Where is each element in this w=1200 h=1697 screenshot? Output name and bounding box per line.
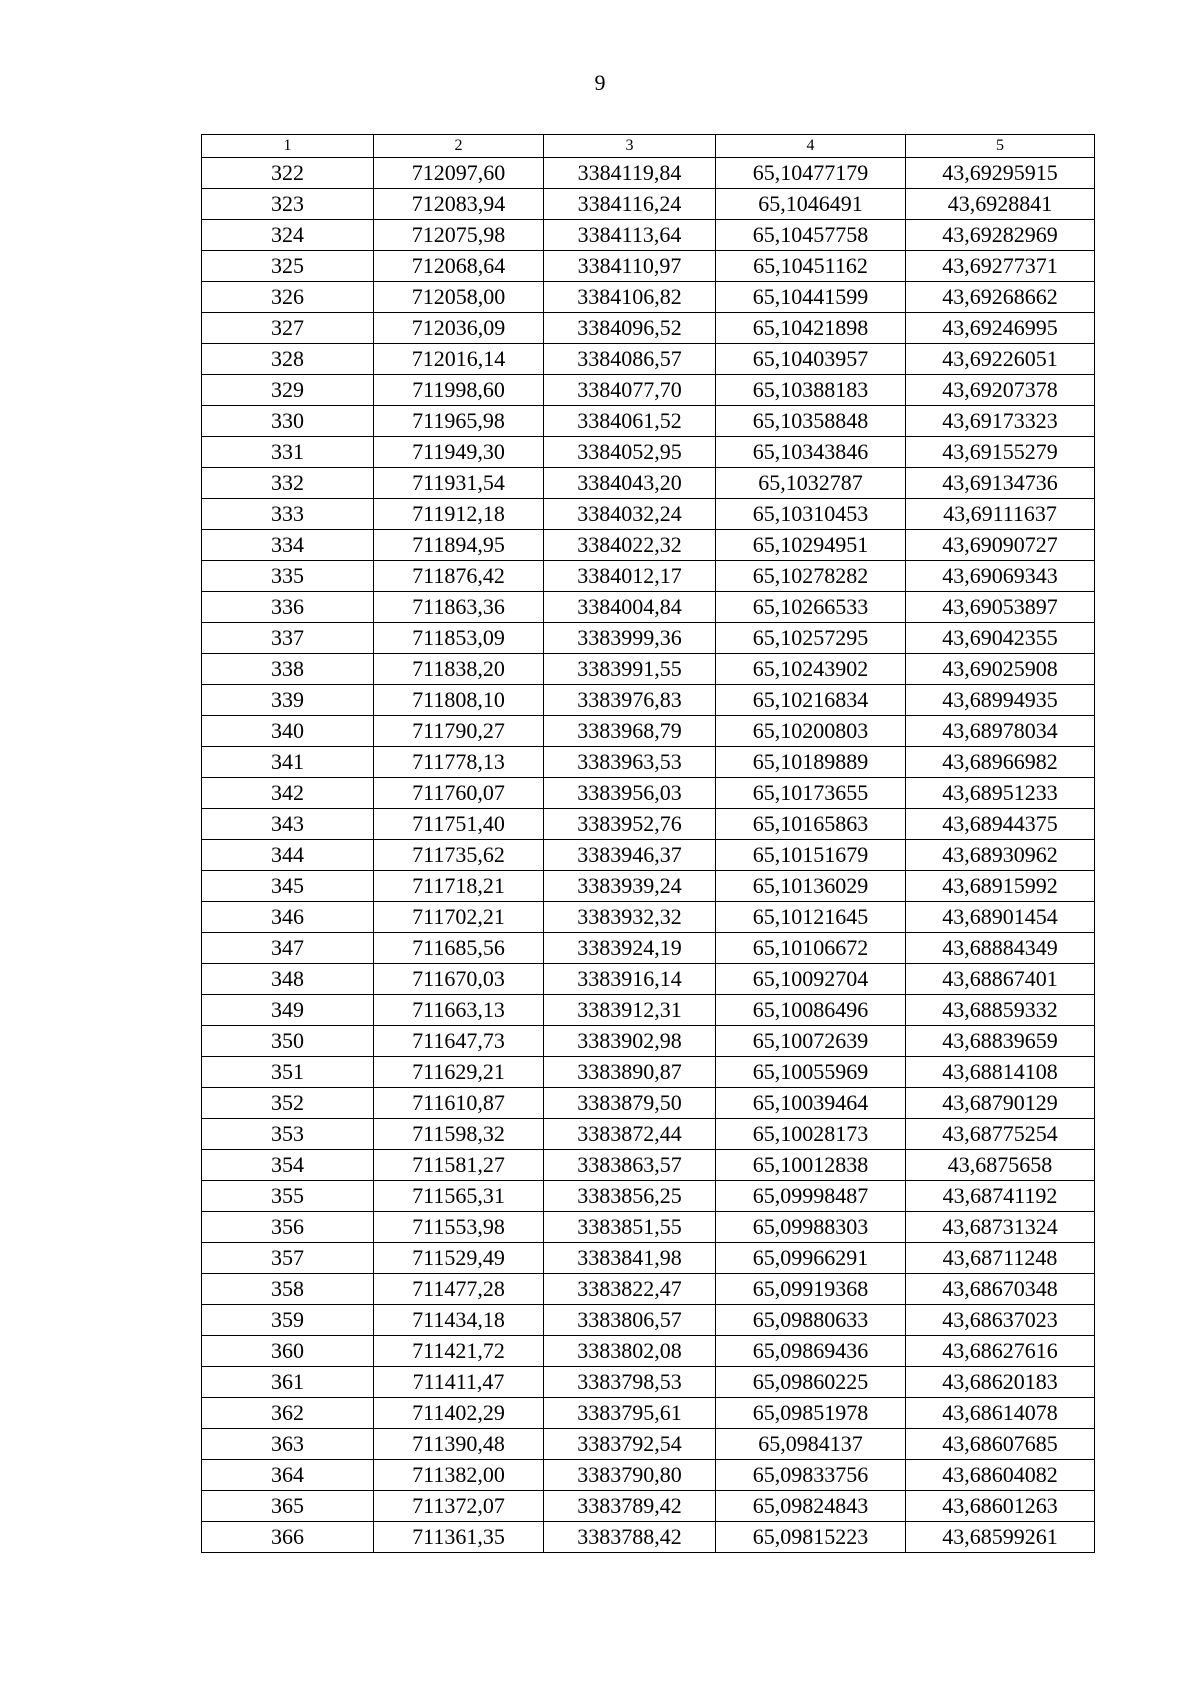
table-cell-col-5: 43,6875658 <box>906 1150 1095 1181</box>
table-cell-col-5: 43,69134736 <box>906 468 1095 499</box>
table-cell-col-3: 3384004,84 <box>544 592 716 623</box>
table-row <box>202 189 1095 220</box>
table-cell-col-1: 363 <box>202 1429 374 1460</box>
table-cell-col-3: 3383795,61 <box>544 1398 716 1429</box>
table-cell-col-5: 43,68930962 <box>906 840 1095 871</box>
table-cell-col-4: 65,09860225 <box>716 1367 906 1398</box>
table-cell-col-2: 711751,40 <box>374 809 544 840</box>
table-cell-col-2: 712097,60 <box>374 158 544 189</box>
table-cell-col-5: 43,68994935 <box>906 685 1095 716</box>
table-cell-col-1: 337 <box>202 623 374 654</box>
table-cell-col-5: 43,69042355 <box>906 623 1095 654</box>
table-cell-col-1: 345 <box>202 871 374 902</box>
table-cell-col-1: 336 <box>202 592 374 623</box>
table-cell-col-1: 325 <box>202 251 374 282</box>
table-cell-col-4: 65,10072639 <box>716 1026 906 1057</box>
table-cell-col-2: 711718,21 <box>374 871 544 902</box>
table-cell-col-1: 355 <box>202 1181 374 1212</box>
table-cell-col-5: 43,69173323 <box>906 406 1095 437</box>
table-cell-col-1: 339 <box>202 685 374 716</box>
table-row <box>202 313 1095 344</box>
table-cell-col-3: 3383939,24 <box>544 871 716 902</box>
table-cell-col-4: 65,10039464 <box>716 1088 906 1119</box>
table-cell-col-5: 43,68775254 <box>906 1119 1095 1150</box>
table-cell-col-3: 3384113,64 <box>544 220 716 251</box>
table-cell-col-3: 3383999,36 <box>544 623 716 654</box>
table-cell-col-4: 65,10343846 <box>716 437 906 468</box>
table-cell-col-2: 711402,29 <box>374 1398 544 1429</box>
table-cell-col-2: 711735,62 <box>374 840 544 871</box>
table-row <box>202 406 1095 437</box>
table-cell-col-5: 43,69053897 <box>906 592 1095 623</box>
table-row <box>202 1522 1095 1553</box>
table-cell-col-2: 712058,00 <box>374 282 544 313</box>
table-row <box>202 530 1095 561</box>
table-cell-col-3: 3383968,79 <box>544 716 716 747</box>
table-cell-col-4: 65,10092704 <box>716 964 906 995</box>
table-row <box>202 685 1095 716</box>
table-cell-col-3: 3384110,97 <box>544 251 716 282</box>
table-cell-col-1: 343 <box>202 809 374 840</box>
table-cell-col-1: 356 <box>202 1212 374 1243</box>
table-cell-col-2: 711629,21 <box>374 1057 544 1088</box>
table-cell-col-5: 43,68599261 <box>906 1522 1095 1553</box>
table-cell-col-3: 3383879,50 <box>544 1088 716 1119</box>
table-cell-col-4: 65,0984137 <box>716 1429 906 1460</box>
table-cell-col-4: 65,10086496 <box>716 995 906 1026</box>
table-row <box>202 654 1095 685</box>
coordinates-table <box>201 134 1095 1553</box>
table-cell-col-3: 3383912,31 <box>544 995 716 1026</box>
table-cell-col-2: 712016,14 <box>374 344 544 375</box>
column-header-2: 2 <box>374 135 544 158</box>
table-cell-col-4: 65,1032787 <box>716 468 906 499</box>
table-cell-col-4: 65,10106672 <box>716 933 906 964</box>
table-cell-col-5: 43,69155279 <box>906 437 1095 468</box>
table-cell-col-4: 65,09966291 <box>716 1243 906 1274</box>
table-cell-col-5: 43,69226051 <box>906 344 1095 375</box>
table-cell-col-1: 359 <box>202 1305 374 1336</box>
table-cell-col-5: 43,68711248 <box>906 1243 1095 1274</box>
table-cell-col-2: 711931,54 <box>374 468 544 499</box>
table-cell-col-1: 348 <box>202 964 374 995</box>
table-cell-col-2: 711390,48 <box>374 1429 544 1460</box>
table-row <box>202 1460 1095 1491</box>
table-cell-col-5: 43,68601263 <box>906 1491 1095 1522</box>
table-row <box>202 809 1095 840</box>
table-cell-col-5: 43,69246995 <box>906 313 1095 344</box>
table-cell-col-5: 43,68741192 <box>906 1181 1095 1212</box>
table-cell-col-3: 3384022,32 <box>544 530 716 561</box>
table-cell-col-5: 43,69282969 <box>906 220 1095 251</box>
table-cell-col-5: 43,68867401 <box>906 964 1095 995</box>
table-cell-col-5: 43,68790129 <box>906 1088 1095 1119</box>
table-cell-col-3: 3384032,24 <box>544 499 716 530</box>
table-cell-col-2: 712036,09 <box>374 313 544 344</box>
table-cell-col-1: 358 <box>202 1274 374 1305</box>
table-row <box>202 499 1095 530</box>
table-cell-col-1: 323 <box>202 189 374 220</box>
table-cell-col-5: 43,69111637 <box>906 499 1095 530</box>
table-row <box>202 220 1095 251</box>
table-cell-col-2: 711421,72 <box>374 1336 544 1367</box>
table-cell-col-5: 43,68944375 <box>906 809 1095 840</box>
table-cell-col-3: 3383792,54 <box>544 1429 716 1460</box>
table-row <box>202 1088 1095 1119</box>
table-row <box>202 251 1095 282</box>
table-cell-col-2: 711876,42 <box>374 561 544 592</box>
table-cell-col-1: 324 <box>202 220 374 251</box>
table-cell-col-3: 3384077,70 <box>544 375 716 406</box>
table-cell-col-3: 3384119,84 <box>544 158 716 189</box>
table-cell-col-1: 354 <box>202 1150 374 1181</box>
table-cell-col-1: 328 <box>202 344 374 375</box>
table-cell-col-4: 65,10165863 <box>716 809 906 840</box>
table-row <box>202 158 1095 189</box>
table-cell-col-3: 3383856,25 <box>544 1181 716 1212</box>
table-cell-col-5: 43,69025908 <box>906 654 1095 685</box>
table-cell-col-3: 3383952,76 <box>544 809 716 840</box>
table-cell-col-2: 711998,60 <box>374 375 544 406</box>
table-row <box>202 1057 1095 1088</box>
table-cell-col-5: 43,68839659 <box>906 1026 1095 1057</box>
table-cell-col-3: 3383788,42 <box>544 1522 716 1553</box>
table-cell-col-4: 65,10457758 <box>716 220 906 251</box>
table-cell-col-3: 3383991,55 <box>544 654 716 685</box>
table-cell-col-3: 3384052,95 <box>544 437 716 468</box>
table-cell-col-1: 330 <box>202 406 374 437</box>
table-cell-col-5: 43,68951233 <box>906 778 1095 809</box>
table-row <box>202 1181 1095 1212</box>
table-cell-col-1: 351 <box>202 1057 374 1088</box>
table-cell-col-2: 711382,00 <box>374 1460 544 1491</box>
table-cell-col-4: 65,1046491 <box>716 189 906 220</box>
table-row <box>202 964 1095 995</box>
table-cell-col-3: 3383946,37 <box>544 840 716 871</box>
table-cell-col-2: 712075,98 <box>374 220 544 251</box>
table-row <box>202 747 1095 778</box>
table-row <box>202 1026 1095 1057</box>
table-cell-col-5: 43,68901454 <box>906 902 1095 933</box>
table-cell-col-4: 65,10189889 <box>716 747 906 778</box>
table-cell-col-1: 349 <box>202 995 374 1026</box>
table-row <box>202 592 1095 623</box>
table-cell-col-1: 333 <box>202 499 374 530</box>
table-cell-col-4: 65,09869436 <box>716 1336 906 1367</box>
table-cell-col-2: 711477,28 <box>374 1274 544 1305</box>
table-row <box>202 871 1095 902</box>
table-cell-col-4: 65,10136029 <box>716 871 906 902</box>
header-row <box>202 135 1095 158</box>
table-cell-col-1: 326 <box>202 282 374 313</box>
table-cell-col-5: 43,68814108 <box>906 1057 1095 1088</box>
table-cell-col-3: 3383789,42 <box>544 1491 716 1522</box>
table-row <box>202 1150 1095 1181</box>
table-cell-col-4: 65,09919368 <box>716 1274 906 1305</box>
table-cell-col-4: 65,10216834 <box>716 685 906 716</box>
table-cell-col-1: 361 <box>202 1367 374 1398</box>
table-row <box>202 437 1095 468</box>
table-cell-col-5: 43,68978034 <box>906 716 1095 747</box>
table-cell-col-2: 711372,07 <box>374 1491 544 1522</box>
column-header-5: 5 <box>906 135 1095 158</box>
table-cell-col-3: 3383976,83 <box>544 685 716 716</box>
table-row <box>202 902 1095 933</box>
table-cell-col-2: 711553,98 <box>374 1212 544 1243</box>
table-cell-col-2: 712068,64 <box>374 251 544 282</box>
column-header-3: 3 <box>544 135 716 158</box>
table-row <box>202 1336 1095 1367</box>
table-cell-col-1: 366 <box>202 1522 374 1553</box>
table-cell-col-4: 65,10358848 <box>716 406 906 437</box>
table-cell-col-5: 43,68614078 <box>906 1398 1095 1429</box>
table-cell-col-5: 43,69295915 <box>906 158 1095 189</box>
table-cell-col-1: 344 <box>202 840 374 871</box>
table-cell-col-4: 65,09833756 <box>716 1460 906 1491</box>
table-cell-col-1: 332 <box>202 468 374 499</box>
table-cell-col-1: 353 <box>202 1119 374 1150</box>
table-cell-col-2: 712083,94 <box>374 189 544 220</box>
table-cell-col-3: 3383932,32 <box>544 902 716 933</box>
table-cell-col-2: 711760,07 <box>374 778 544 809</box>
table-cell-col-4: 65,10055969 <box>716 1057 906 1088</box>
table-cell-col-4: 65,09851978 <box>716 1398 906 1429</box>
table-cell-col-1: 347 <box>202 933 374 964</box>
table-cell-col-5: 43,68627616 <box>906 1336 1095 1367</box>
table-cell-col-5: 43,68966982 <box>906 747 1095 778</box>
table-cell-col-5: 43,69277371 <box>906 251 1095 282</box>
table-row <box>202 1367 1095 1398</box>
table-cell-col-4: 65,10173655 <box>716 778 906 809</box>
table-cell-col-3: 3383924,19 <box>544 933 716 964</box>
table-cell-col-3: 3384106,82 <box>544 282 716 313</box>
table-cell-col-4: 65,10294951 <box>716 530 906 561</box>
table-cell-col-2: 711411,47 <box>374 1367 544 1398</box>
table-cell-col-2: 711663,13 <box>374 995 544 1026</box>
table-cell-col-2: 711778,13 <box>374 747 544 778</box>
table-cell-col-3: 3383802,08 <box>544 1336 716 1367</box>
table-cell-col-1: 357 <box>202 1243 374 1274</box>
table-row <box>202 995 1095 1026</box>
table-cell-col-1: 331 <box>202 437 374 468</box>
table-cell-col-5: 43,6928841 <box>906 189 1095 220</box>
table-cell-col-1: 329 <box>202 375 374 406</box>
table-cell-col-3: 3384043,20 <box>544 468 716 499</box>
table-body <box>202 158 1095 1553</box>
table-cell-col-2: 711894,95 <box>374 530 544 561</box>
table-cell-col-3: 3384086,57 <box>544 344 716 375</box>
table-cell-col-4: 65,10257295 <box>716 623 906 654</box>
table-cell-col-1: 364 <box>202 1460 374 1491</box>
table-cell-col-2: 711702,21 <box>374 902 544 933</box>
table-cell-col-2: 711949,30 <box>374 437 544 468</box>
table-cell-col-4: 65,10403957 <box>716 344 906 375</box>
table-cell-col-4: 65,09880633 <box>716 1305 906 1336</box>
table-cell-col-2: 711912,18 <box>374 499 544 530</box>
table-cell-col-2: 711361,35 <box>374 1522 544 1553</box>
page-number: 9 <box>594 70 606 95</box>
table-cell-col-2: 711838,20 <box>374 654 544 685</box>
table-cell-col-4: 65,09815223 <box>716 1522 906 1553</box>
table-cell-col-3: 3383902,98 <box>544 1026 716 1057</box>
column-header-4: 4 <box>716 135 906 158</box>
table-cell-col-4: 65,10388183 <box>716 375 906 406</box>
table-cell-col-3: 3383890,87 <box>544 1057 716 1088</box>
table-row <box>202 1429 1095 1460</box>
table-cell-col-3: 3383851,55 <box>544 1212 716 1243</box>
table-cell-col-5: 43,68884349 <box>906 933 1095 964</box>
table-cell-col-5: 43,69207378 <box>906 375 1095 406</box>
table-cell-col-2: 711790,27 <box>374 716 544 747</box>
table-cell-col-1: 327 <box>202 313 374 344</box>
table-cell-col-2: 711581,27 <box>374 1150 544 1181</box>
table-cell-col-2: 711647,73 <box>374 1026 544 1057</box>
table-cell-col-3: 3383956,03 <box>544 778 716 809</box>
table-cell-col-4: 65,10441599 <box>716 282 906 313</box>
table-cell-col-4: 65,09824843 <box>716 1491 906 1522</box>
table-cell-col-2: 711808,10 <box>374 685 544 716</box>
table-cell-col-1: 334 <box>202 530 374 561</box>
table-cell-col-1: 365 <box>202 1491 374 1522</box>
table-cell-col-2: 711598,32 <box>374 1119 544 1150</box>
table-row <box>202 1491 1095 1522</box>
table-cell-col-2: 711965,98 <box>374 406 544 437</box>
table-cell-col-4: 65,10421898 <box>716 313 906 344</box>
table-cell-col-4: 65,10200803 <box>716 716 906 747</box>
table-row <box>202 282 1095 313</box>
table-cell-col-5: 43,68607685 <box>906 1429 1095 1460</box>
table-cell-col-4: 65,10310453 <box>716 499 906 530</box>
table-cell-col-5: 43,68915992 <box>906 871 1095 902</box>
table-cell-col-4: 65,10121645 <box>716 902 906 933</box>
table-cell-col-4: 65,09988303 <box>716 1212 906 1243</box>
table-cell-col-1: 338 <box>202 654 374 685</box>
table-cell-col-1: 340 <box>202 716 374 747</box>
table-cell-col-5: 43,69268662 <box>906 282 1095 313</box>
table-cell-col-2: 711670,03 <box>374 964 544 995</box>
table-cell-col-4: 65,10012838 <box>716 1150 906 1181</box>
table-cell-col-3: 3384012,17 <box>544 561 716 592</box>
table-cell-col-3: 3383863,57 <box>544 1150 716 1181</box>
table-cell-col-3: 3383822,47 <box>544 1274 716 1305</box>
table-row <box>202 375 1095 406</box>
table-cell-col-3: 3383963,53 <box>544 747 716 778</box>
table-row <box>202 933 1095 964</box>
table-row <box>202 561 1095 592</box>
table-row <box>202 344 1095 375</box>
table-cell-col-1: 322 <box>202 158 374 189</box>
table-cell-col-4: 65,10243902 <box>716 654 906 685</box>
table-cell-col-2: 711685,56 <box>374 933 544 964</box>
table-cell-col-2: 711610,87 <box>374 1088 544 1119</box>
table-cell-col-3: 3383790,80 <box>544 1460 716 1491</box>
table-row <box>202 1274 1095 1305</box>
table-row <box>202 716 1095 747</box>
table-header <box>202 135 1095 158</box>
table-cell-col-4: 65,10278282 <box>716 561 906 592</box>
table-row <box>202 623 1095 654</box>
table-cell-col-5: 43,68637023 <box>906 1305 1095 1336</box>
table-cell-col-4: 65,10266533 <box>716 592 906 623</box>
table-cell-col-1: 350 <box>202 1026 374 1057</box>
table-cell-col-1: 362 <box>202 1398 374 1429</box>
table-cell-col-1: 360 <box>202 1336 374 1367</box>
table-cell-col-3: 3384096,52 <box>544 313 716 344</box>
table-cell-col-3: 3383798,53 <box>544 1367 716 1398</box>
table-row <box>202 1212 1095 1243</box>
table-cell-col-1: 352 <box>202 1088 374 1119</box>
table-cell-col-2: 711565,31 <box>374 1181 544 1212</box>
table-row <box>202 1398 1095 1429</box>
table-cell-col-5: 43,68620183 <box>906 1367 1095 1398</box>
table-cell-col-5: 43,69090727 <box>906 530 1095 561</box>
table-cell-col-5: 43,68604082 <box>906 1460 1095 1491</box>
table-cell-col-5: 43,69069343 <box>906 561 1095 592</box>
table-cell-col-1: 341 <box>202 747 374 778</box>
table-cell-col-3: 3384116,24 <box>544 189 716 220</box>
table-cell-col-4: 65,10451162 <box>716 251 906 282</box>
table-cell-col-5: 43,68859332 <box>906 995 1095 1026</box>
table-cell-col-4: 65,10028173 <box>716 1119 906 1150</box>
table-row <box>202 778 1095 809</box>
table-cell-col-3: 3384061,52 <box>544 406 716 437</box>
table-row <box>202 1119 1095 1150</box>
table-row <box>202 840 1095 871</box>
table-cell-col-2: 711434,18 <box>374 1305 544 1336</box>
table-cell-col-1: 335 <box>202 561 374 592</box>
table-cell-col-2: 711529,49 <box>374 1243 544 1274</box>
table-cell-col-2: 711853,09 <box>374 623 544 654</box>
table-cell-col-5: 43,68670348 <box>906 1274 1095 1305</box>
column-header-1: 1 <box>202 135 374 158</box>
table-cell-col-2: 711863,36 <box>374 592 544 623</box>
table-cell-col-4: 65,09998487 <box>716 1181 906 1212</box>
table-cell-col-3: 3383872,44 <box>544 1119 716 1150</box>
table-cell-col-1: 342 <box>202 778 374 809</box>
table-row <box>202 1305 1095 1336</box>
table-cell-col-5: 43,68731324 <box>906 1212 1095 1243</box>
table-cell-col-3: 3383916,14 <box>544 964 716 995</box>
table-cell-col-4: 65,10477179 <box>716 158 906 189</box>
table-row <box>202 468 1095 499</box>
table-cell-col-3: 3383806,57 <box>544 1305 716 1336</box>
table-cell-col-4: 65,10151679 <box>716 840 906 871</box>
table-row <box>202 1243 1095 1274</box>
table-cell-col-1: 346 <box>202 902 374 933</box>
table-cell-col-3: 3383841,98 <box>544 1243 716 1274</box>
